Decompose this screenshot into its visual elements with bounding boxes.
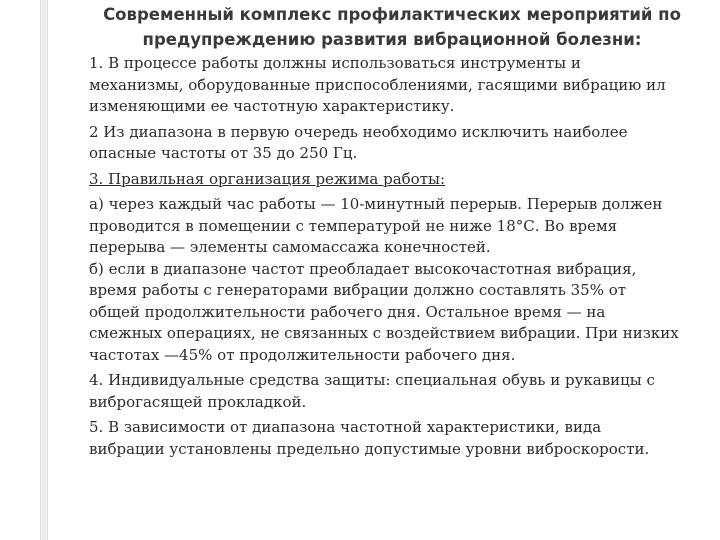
item-2-line-1: 2 Из диапазона в первую очередь необходимо исключить наиболее: [89, 122, 628, 141]
item-1-line-3: изменяющими ее частотную характеристику.: [89, 97, 455, 115]
item-3b-line-5: частотах —45% от продолжительности рабочего дня.: [89, 345, 516, 364]
item-3b-line-3: общей продолжительности рабочего дня. Остальное время — на: [89, 302, 606, 321]
item-3a-line-2: проводится в помещении с температурой не ниже 18°С. Во время: [89, 216, 618, 235]
item-3a-line-3: перерыва — элементы самомассажа конечностей.: [89, 238, 491, 256]
item-4-line-2: виброгасящей прокладкой.: [89, 392, 307, 411]
item-3b-line-4: смежных операциях, не связанных с воздействием вибрации. При низких: [89, 324, 679, 342]
decorative-left-rule: [40, 0, 48, 540]
list-item-1: [89, 53, 720, 118]
item-5-line-2: вибрации установлены предельно допустимые уровни виброскорости.: [89, 439, 650, 458]
item-3-heading: 3. Правильная организация режима работы:: [89, 169, 445, 188]
item-1-line-2: механизмы, оборудованные приспособлениями, гасящими вибрацию ил: [89, 75, 666, 94]
list-item-5: [89, 417, 720, 460]
list-item-4: [89, 370, 720, 413]
title-line-1: Современный комплекс профилактических мероприятий по: [103, 5, 681, 24]
list-item-3b: [89, 259, 720, 367]
slide-body: [89, 53, 720, 464]
item-3a-line-1: а) через каждый час работы — 10-минутный перерыв. Перерыв должен: [89, 195, 663, 213]
item-3b-line-2: время работы с генераторами вибрации должно составлять 35% от: [89, 281, 627, 299]
list-item-3: [89, 169, 720, 191]
title-line-2: предупреждению развития вибрационной болезни:: [142, 30, 642, 49]
item-5-line-1: 5. В зависимости от диапазона частотной характеристики, вида: [89, 418, 602, 436]
list-item-2: [89, 122, 720, 165]
list-item-3a: [89, 194, 720, 259]
item-1-line-1: 1. В процессе работы должны использоваться инструменты и: [89, 54, 581, 72]
item-2-line-2: опасные частоты от 35 до 250 Гц.: [89, 144, 358, 162]
item-3b-line-1: б) если в диапазоне частот преобладает высокочастотная вибрация,: [89, 259, 637, 278]
item-4-line-1: 4. Индивидуальные средства защиты: специальная обувь и рукавицы с: [89, 371, 655, 389]
slide-title: [92, 2, 692, 52]
